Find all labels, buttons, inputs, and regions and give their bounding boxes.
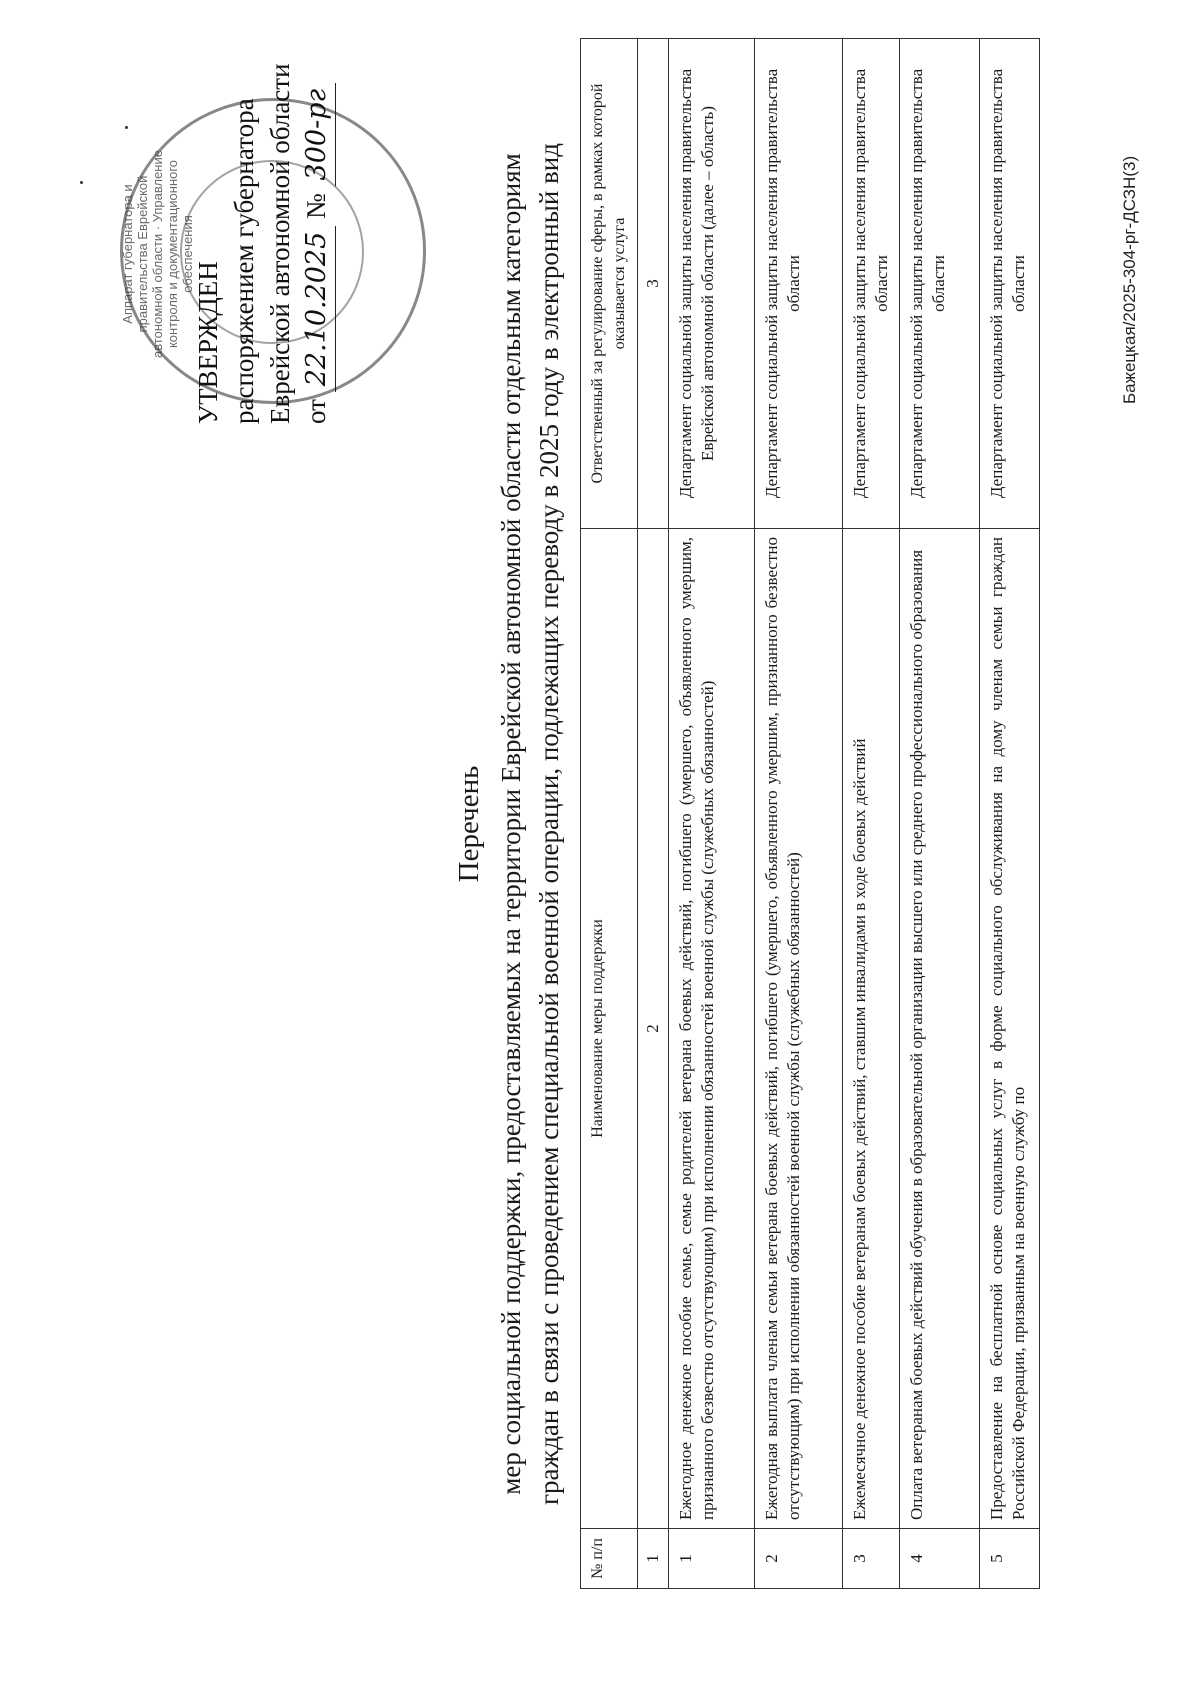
row-num: 5 [980,1529,1040,1589]
row-dept: Департамент социальной защиты населения правительства области [980,39,1040,529]
approval-line: распоряжением губернатора [229,98,259,424]
table-row [755,39,843,1589]
table-row [669,39,755,1589]
scan-artifact [80,181,83,184]
approval-date: 22.10.2025 [299,226,336,393]
row-dept: Департамент социальной защиты населения правительства области [900,39,980,529]
seal-stamp-text: Аппарат губернатора и правительства Еврейской автономной области · Управление контроля и документационного обеспечения [120,150,195,358]
row-name: Ежемесячное денежное пособие ветеранам боевых действий, ставшим инвалидами в ходе боевых действий [843,529,900,1529]
row-num: 2 [755,1529,843,1589]
table-header-row [581,39,638,1589]
title-main: Перечень [453,765,485,883]
row-dept: Департамент социальной защиты населения правительства области [755,39,843,529]
row-name: Предоставление на бесплатной основе социальных услуг в форме социального обслуживания на дому членам семьи граждан Российской Федерации, призванным на военную службу по [980,529,1040,1529]
row-num: 3 [843,1529,900,1589]
approval-heading: УТВЕРЖДЕН [193,261,223,424]
header-name: Наименование меры поддержки [581,529,638,1529]
row-dept: Департамент социальной защиты населения правительства области [843,39,900,529]
row-num: 1 [669,1529,755,1589]
scan-artifact [125,126,128,129]
title-subtitle: граждан в связи с проведением специальной военной операции, подлежащих переводу в 2025 году в электронный вид [534,143,564,1506]
approval-block [190,44,336,424]
date-prefix: от [301,399,331,424]
table-row [980,39,1040,1589]
table-row [843,39,900,1589]
col-number: 2 [638,529,669,1529]
row-name: Оплата ветеранам боевых действий обучения в образовательной организации высшего или среднего профессионального образования [900,529,980,1529]
column-number-row [638,39,669,1589]
row-name: Ежегодная выплата членам семьи ветерана боевых действий, погибшего (умершего, объявленного умершим, признанного безвестно отсутствующим) при исполнении обязанностей военной службы (служебных обязанностей) [755,529,843,1529]
table-row [900,39,980,1589]
row-name: Ежегодное денежное пособие семье, семье родителей ветерана боевых действий, погибшего (умершего, объявленного умершим, признанного безвестно отсутствующим) при исполнении обязанностей военной службы (служебных обязанностей) [669,529,755,1529]
row-dept: Департамент социальной защиты населения правительства Еврейской автономной области (далее – область) [669,39,755,529]
row-num: 4 [900,1529,980,1589]
approval-number: 300-рг [299,83,336,187]
document-footer-code: Бажецкая/2025-304-рг-ДСЗН(3) [1120,155,1139,404]
approval-date-line [298,44,336,424]
col-number: 3 [638,39,669,529]
number-label: № [301,193,331,219]
col-number: 1 [638,1529,669,1589]
header-num: № п/п [581,1529,638,1589]
title-subtitle: мер социальной поддержки, предоставляемых на территории Еврейской автономной области отдельным категориям [496,153,526,1495]
document-title [450,64,568,1584]
measures-table [580,38,1040,1589]
approval-line: Еврейской автономной области [265,63,295,424]
header-dept: Ответственный за регулирование сферы, в рамках которой оказывается услуга [581,39,638,529]
